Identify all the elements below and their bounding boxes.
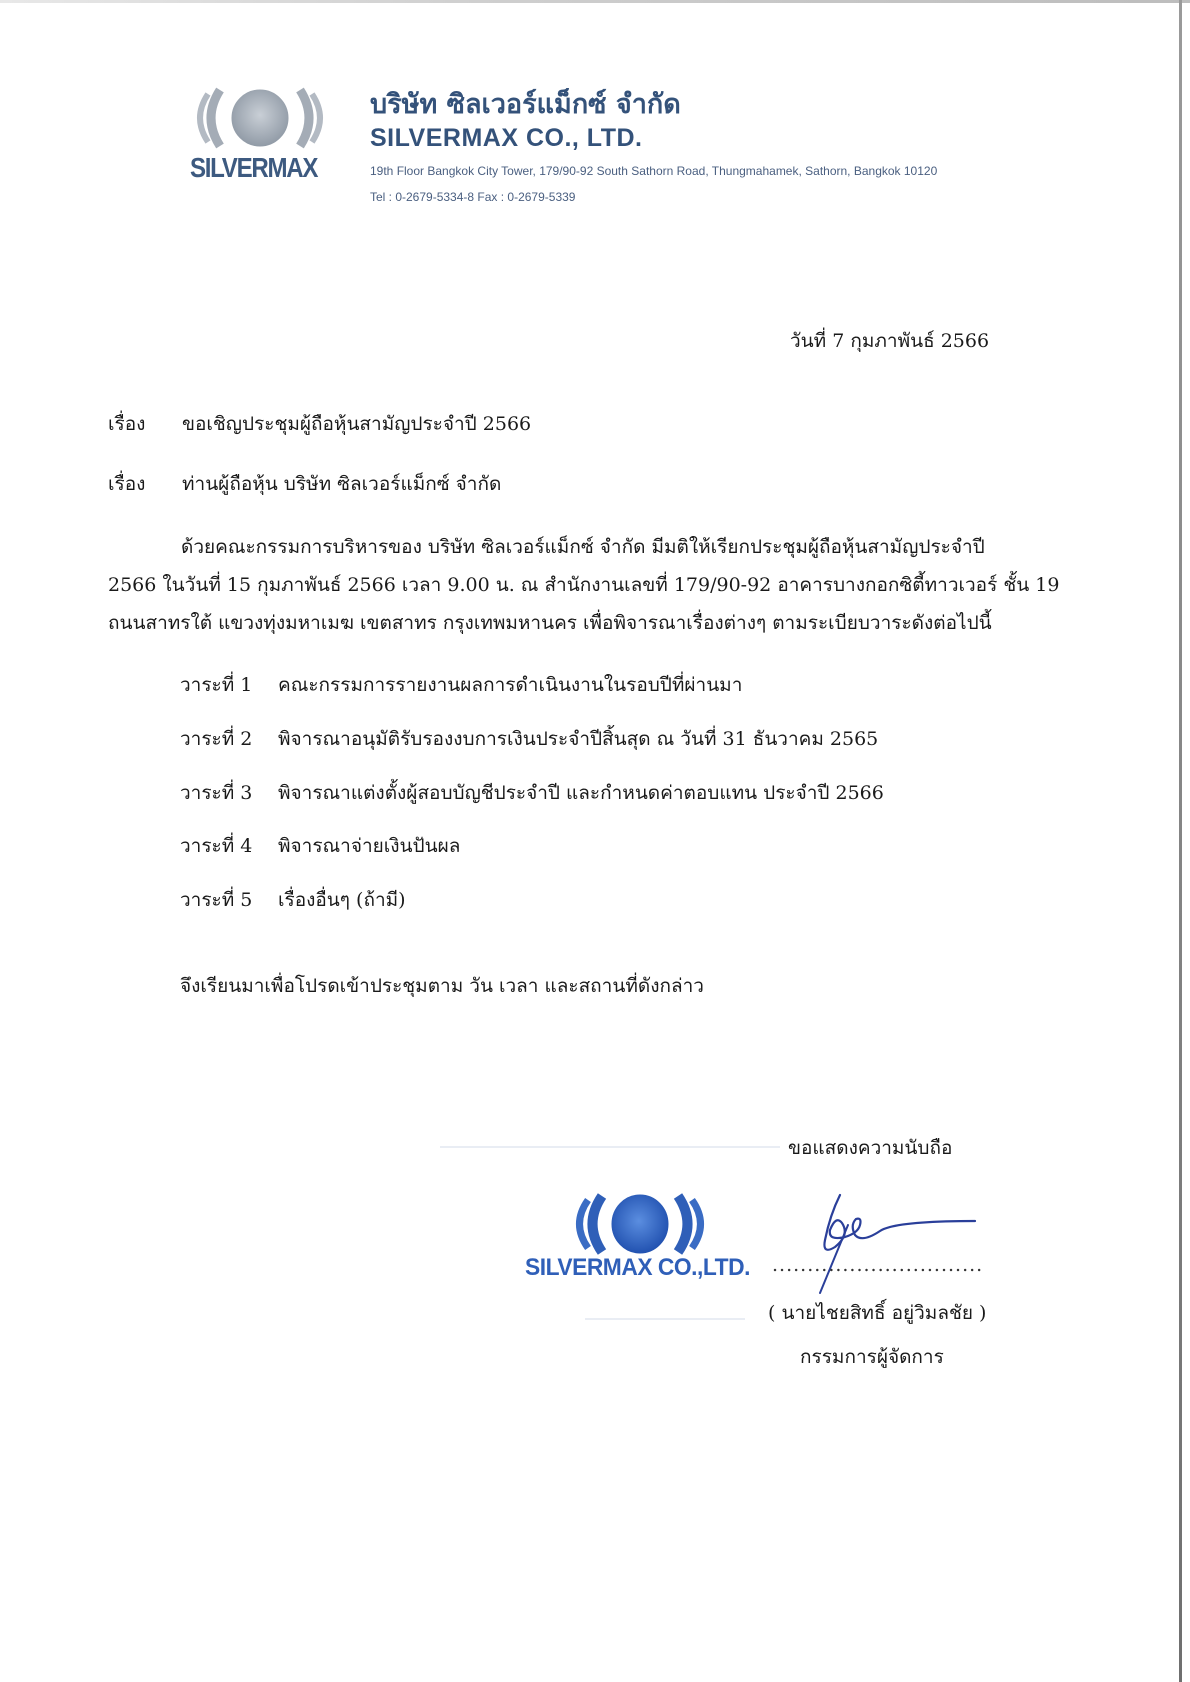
agenda-item [180, 670, 742, 700]
signer-title: กรรมการผู้จัดการ [800, 1346, 944, 1368]
company-address: 19th Floor Bangkok City Tower, 179/90-92 South Sathorn Road, Thungmahamek, Sathorn, Bangkok 10120 [370, 164, 938, 178]
agenda-text: พิจารณาจ่ายเงินปันผล [278, 835, 461, 857]
globe-stamp-icon [525, 1188, 775, 1258]
signer-name: ( นายไชยสิทธิ์ อยู่วิมลชัย ) [768, 1302, 987, 1324]
agenda-item [180, 724, 878, 754]
body-line: ถนนสาทรใต้ แขวงทุ่งมหาเมฆ เขตสาทร กรุงเทพมหานคร เพื่อพิจารณาเรื่องต่างๆ ตามระเบียบวาระดังต่อไปนี้ [108, 612, 992, 634]
agenda-text: เรื่องอื่นๆ (ถ้ามี) [278, 889, 406, 911]
logo-wordmark: SILVERMAX [190, 152, 318, 183]
company-stamp [525, 1188, 775, 1298]
agenda-number: วาระที่ 5 [180, 889, 253, 911]
letter-date: วันที่ 7 กุมภาพันธ์ 2566 [790, 330, 990, 352]
scan-artifact [585, 1318, 745, 1320]
body-paragraph [108, 528, 1060, 642]
stamp-wordmark: SILVERMAX CO.,LTD. [525, 1254, 750, 1281]
company-name-thai: บริษัท ซิลเวอร์แม็กซ์ จำกัด [370, 89, 681, 120]
agenda-item [180, 778, 884, 808]
regards-line: ขอแสดงความนับถือ [788, 1137, 953, 1159]
agenda-text: คณะกรรมการรายงานผลการดำเนินงานในรอบปีที่ผ่านมา [278, 674, 743, 696]
handwritten-signature [800, 1185, 980, 1295]
agenda-number: วาระที่ 2 [180, 728, 253, 750]
signature-line: .............................. [772, 1254, 984, 1276]
scan-top-edge [0, 0, 1190, 3]
agenda-number: วาระที่ 1 [180, 674, 253, 696]
closing-sentence: จึงเรียนมาเพื่อโปรดเข้าประชุมตาม วัน เวลา และสถานที่ดังกล่าว [180, 975, 704, 997]
subject-text: ขอเชิญประชุมผู้ถือหุ้นสามัญประจำปี 2566 [182, 413, 532, 435]
agenda-text: พิจารณาแต่งตั้งผู้สอบบัญชีประจำปี และกำหนดค่าตอบแทน ประจำปี 2566 [278, 782, 884, 804]
body-line: 2566 ในวันที่ 15 กุมภาพันธ์ 2566 เวลา 9.00 น. ณ สำนักงานเลขที่ 179/90-92 อาคารบางกอกซิตี้ทาวเวอร์ ชั้น 19 [108, 574, 1060, 596]
subject-label: เรื่อง [108, 413, 146, 435]
agenda-number: วาระที่ 3 [180, 782, 253, 804]
scan-right-edge [1179, 0, 1182, 1682]
agenda-number: วาระที่ 4 [180, 835, 253, 857]
recipient-text: ท่านผู้ถือหุ้น บริษัท ซิลเวอร์แม็กซ์ จำกัด [182, 473, 502, 495]
agenda-item [180, 885, 406, 915]
body-line: ด้วยคณะกรรมการบริหารของ บริษัท ซิลเวอร์แม็กซ์ จำกัด มีมติให้เรียกประชุมผู้ถือหุ้นสามัญประจำปี [181, 536, 985, 558]
agenda-text: พิจารณาอนุมัติรับรองงบการเงินประจำปีสิ้นสุด ณ วันที่ 31 ธันวาคม 2565 [278, 728, 879, 750]
recipient-label: เรื่อง [108, 473, 146, 495]
company-logo [190, 80, 330, 183]
scan-artifact [440, 1146, 780, 1148]
agenda-item [180, 831, 460, 861]
globe-logo-icon [190, 80, 330, 152]
company-name-english: SILVERMAX CO., LTD. [370, 124, 643, 152]
company-contact: Tel : 0-2679-5334-8 Fax : 0-2679-5339 [370, 190, 576, 204]
